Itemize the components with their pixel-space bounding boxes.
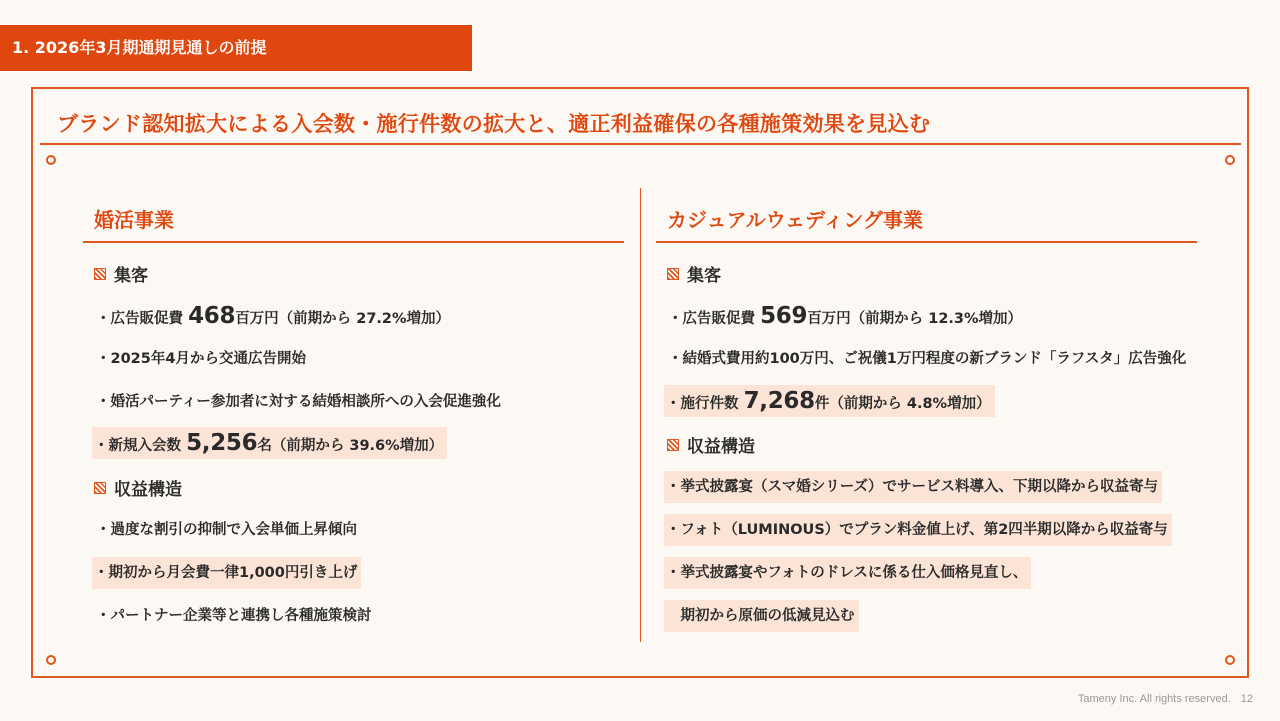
right-ad-cost-value: 569 xyxy=(760,303,808,329)
right-column-title: カジュアルウェディング事業 xyxy=(667,208,923,232)
left-revenue-item: ・過度な割引の抑制で入会単価上昇傾向 xyxy=(96,522,357,538)
right-acquisition-heading xyxy=(667,261,721,286)
right-ad-cost-suffix: 百万円（前期から 12.3%増加） xyxy=(807,311,1023,327)
right-ceremonies-prefix: ・施行件数 xyxy=(666,396,744,412)
section-label: 1. 2026年3月期通期見通しの前提 xyxy=(0,25,472,71)
left-revenue-heading-label: 収益構造 xyxy=(114,480,182,500)
corner-dot-bottom-right xyxy=(1225,655,1235,665)
right-revenue-item: 期初から原価の低減見込む xyxy=(664,600,859,632)
page-number: 12 xyxy=(1240,693,1253,705)
right-revenue-item: ・挙式披露宴（スマ婚シリーズ）でサービス料導入、下期以降から収益寄与 xyxy=(664,471,1162,503)
right-ceremonies xyxy=(664,385,995,417)
hatch-square-icon xyxy=(667,268,679,280)
corner-dot-bottom-left xyxy=(46,655,56,665)
corner-dot-top-right xyxy=(1225,155,1235,165)
left-ad-cost xyxy=(94,300,454,332)
column-divider xyxy=(640,188,641,642)
left-column-rule xyxy=(83,241,624,243)
headline-divider xyxy=(40,143,1241,145)
left-acquisition-heading-label: 集客 xyxy=(114,266,148,286)
right-ad-cost xyxy=(666,300,1026,332)
right-column-rule xyxy=(656,241,1197,243)
right-revenue-item: ・フォト（LUMINOUS）でプラン料金値上げ、第2四半期以降から収益寄与 xyxy=(664,514,1172,546)
left-new-members-value: 5,256 xyxy=(186,430,258,456)
right-revenue-heading-label: 収益構造 xyxy=(687,437,755,457)
left-new-members-suffix: 名（前期から 39.6%増加） xyxy=(257,438,444,454)
hatch-square-icon xyxy=(94,268,106,280)
copyright-text: Tameny Inc. All rights reserved. xyxy=(1077,693,1231,705)
left-new-members-prefix: ・新規入会数 xyxy=(94,438,187,454)
left-revenue-item: ・期初から月会費一律1,000円引き上げ xyxy=(92,557,361,589)
hatch-square-icon xyxy=(667,439,679,451)
left-ad-cost-prefix: ・広告販促費 xyxy=(96,311,189,327)
right-acquisition-item: ・結婚式費用約100万円、ご祝儀1万円程度の新ブランド「ラフスタ」広告強化 xyxy=(668,351,1187,367)
left-acquisition-heading xyxy=(94,261,148,286)
slide-headline: ブランド認知拡大による入会数・施行件数の拡大と、適正利益確保の各種施策効果を見込む xyxy=(57,112,931,136)
left-column-title: 婚活事業 xyxy=(94,208,174,232)
right-ceremonies-value: 7,268 xyxy=(743,388,815,414)
left-ad-cost-suffix: 百万円（前期から 27.2%増加） xyxy=(235,311,451,327)
footer xyxy=(1078,693,1253,705)
right-ad-cost-prefix: ・広告販促費 xyxy=(668,311,761,327)
left-ad-cost-value: 468 xyxy=(188,303,236,329)
left-revenue-item: ・パートナー企業等と連携し各種施策検討 xyxy=(96,608,372,624)
left-new-members xyxy=(92,427,447,459)
corner-dot-top-left xyxy=(46,155,56,165)
hatch-square-icon xyxy=(94,482,106,494)
right-revenue-item: ・挙式披露宴やフォトのドレスに係る仕入価格見直し、 xyxy=(664,557,1031,589)
right-ceremonies-suffix: 件（前期から 4.8%増加） xyxy=(814,396,991,412)
left-revenue-heading xyxy=(94,475,182,500)
right-revenue-heading xyxy=(667,432,755,457)
right-acquisition-heading-label: 集客 xyxy=(687,266,721,286)
left-acquisition-item: ・婚活パーティー参加者に対する結婚相談所への入会促進強化 xyxy=(96,394,501,410)
left-acquisition-item: ・2025年4月から交通広告開始 xyxy=(96,351,306,367)
